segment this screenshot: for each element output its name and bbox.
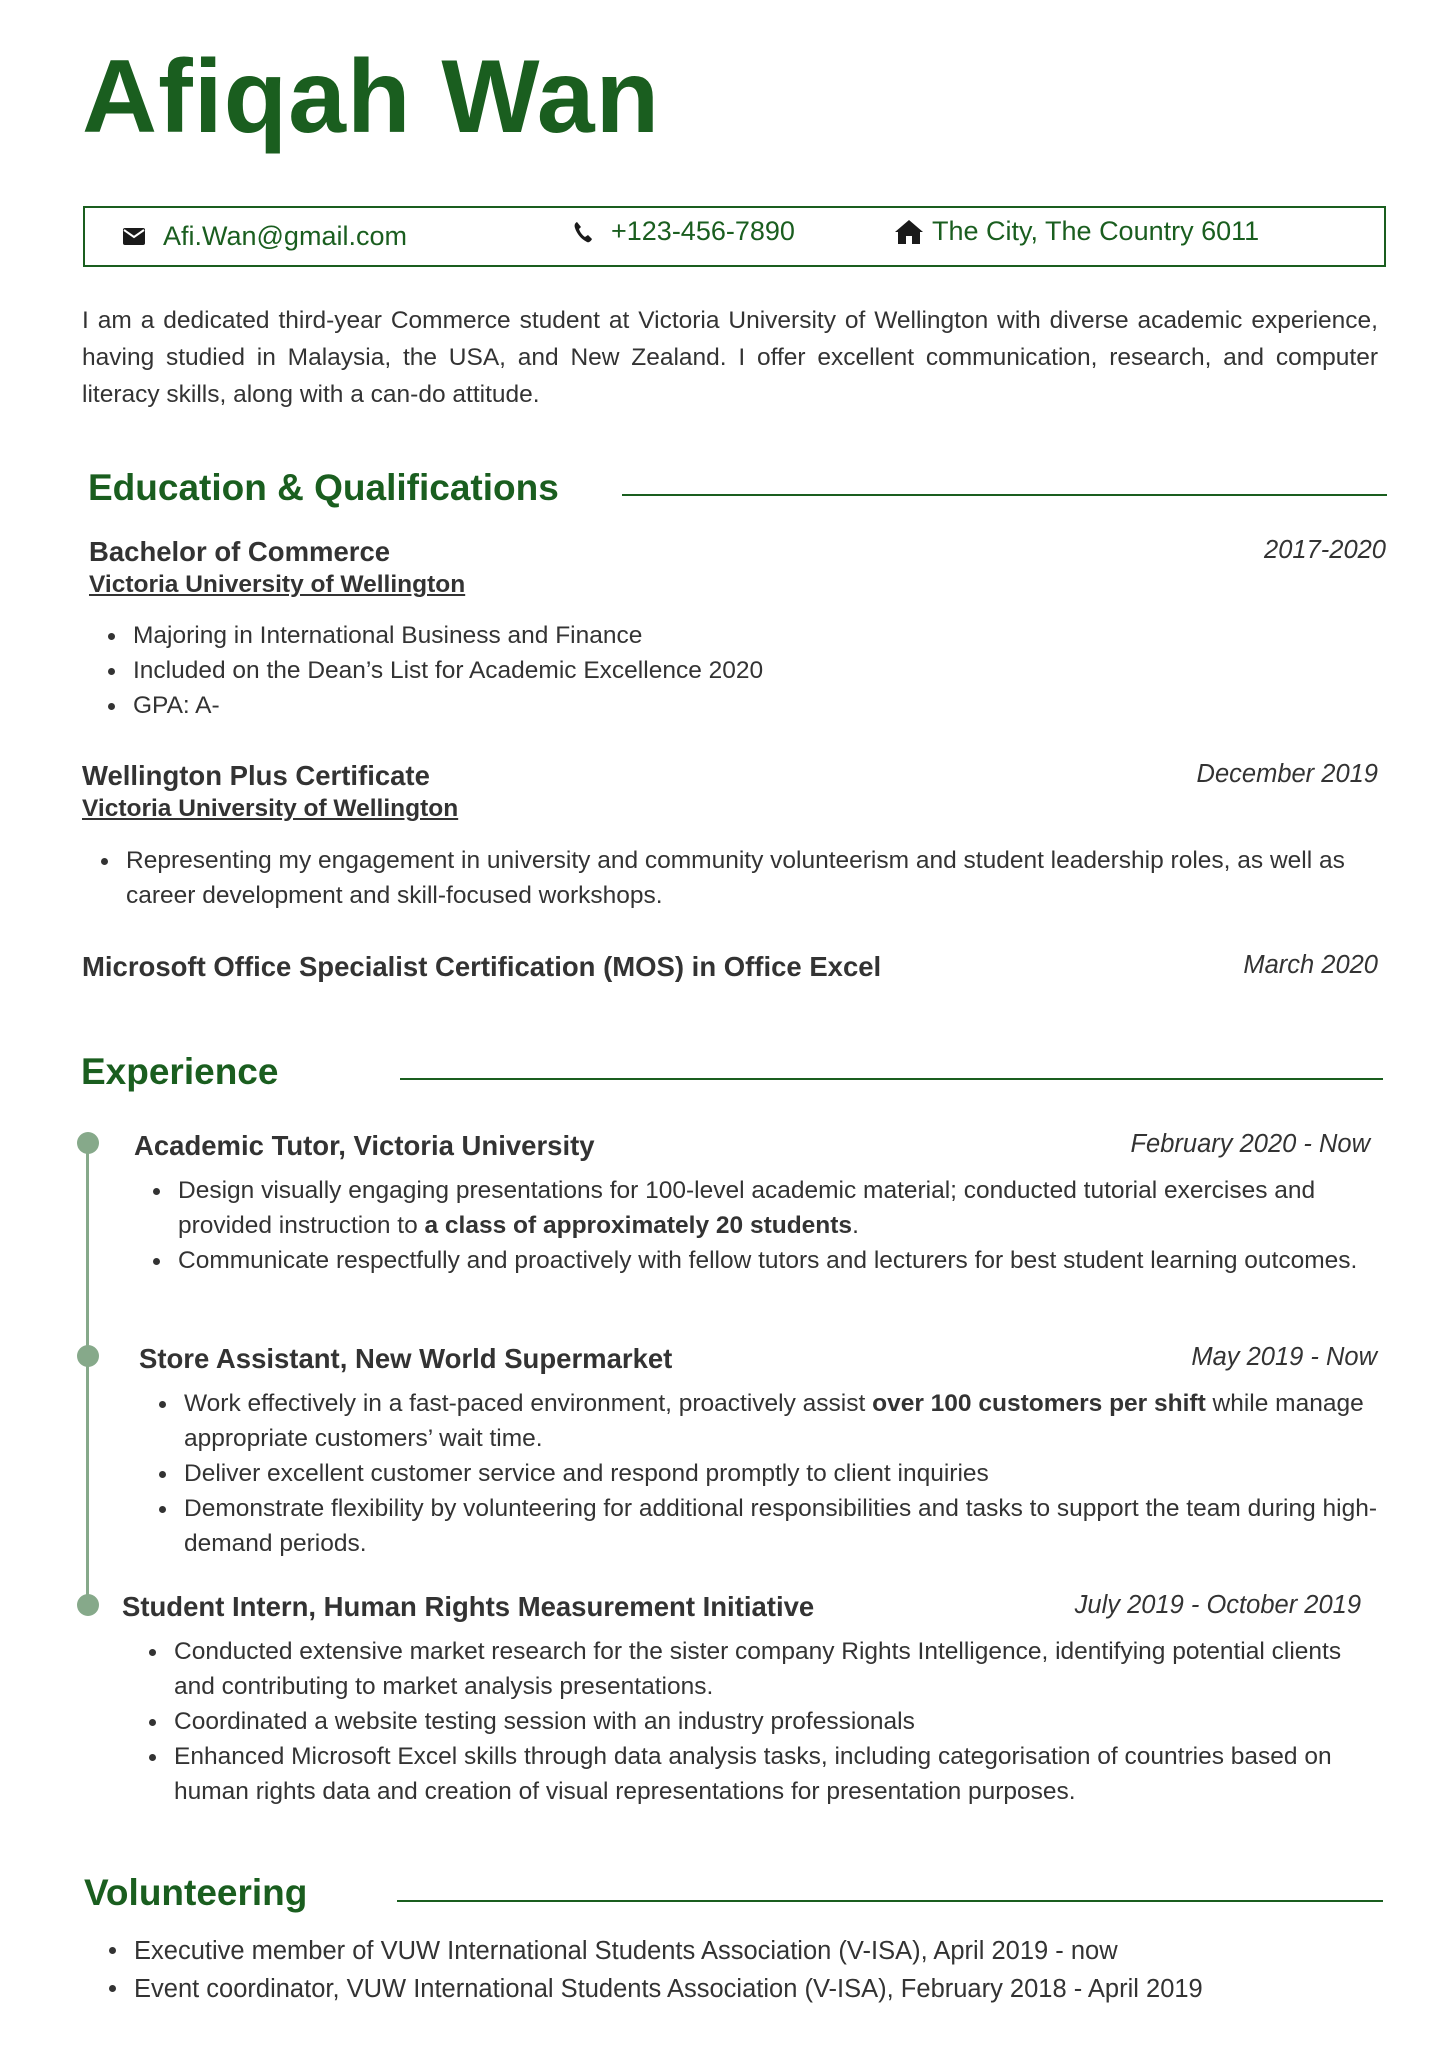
list-item: Event coordinator, VUW International Students Association (V-ISA), February 2018 - April 2019 bbox=[90, 1970, 1380, 2008]
experience-item-date: February 2020 - Now bbox=[1130, 1130, 1370, 1158]
education-item-title: Wellington Plus Certificate bbox=[82, 760, 430, 791]
education-item-date: December 2019 bbox=[1196, 760, 1378, 788]
experience-item-bullets bbox=[130, 1634, 1380, 1809]
education-item-title: Microsoft Office Specialist Certification (MOS) in Office Excel bbox=[82, 951, 882, 982]
education-item-org[interactable]: Victoria University of Wellington bbox=[82, 795, 459, 822]
list-item: Majoring in International Business and Finance bbox=[89, 618, 1379, 653]
email-contact[interactable] bbox=[123, 208, 407, 265]
education-item-bullets bbox=[82, 843, 1382, 913]
list-item: Work effectively in a fast-paced environment, proactively assist over 100 customers per shift while manage appropriate customers’ wait time. bbox=[140, 1386, 1385, 1456]
education-divider bbox=[622, 494, 1387, 496]
education-item-title: Bachelor of Commerce bbox=[89, 536, 391, 567]
education-item-date: 2017-2020 bbox=[1264, 536, 1386, 564]
phone-contact[interactable] bbox=[573, 203, 795, 260]
experience-timeline bbox=[86, 1139, 89, 1609]
list-item: Deliver excellent customer service and respond promptly to client inquiries bbox=[140, 1456, 1385, 1491]
education-item-bullets bbox=[89, 618, 1379, 723]
experience-item-title: Student Intern, Human Rights Measurement Initiative bbox=[122, 1591, 815, 1622]
experience-item-bullets bbox=[140, 1386, 1385, 1561]
experience-item-date: July 2019 - October 2019 bbox=[1074, 1591, 1361, 1619]
list-item: Design visually engaging presentations for 100-level academic material; conducted tutorial exercises and provided instruction to a class of approximately 20 students. bbox=[134, 1173, 1374, 1243]
list-item: Enhanced Microsoft Excel skills through data analysis tasks, including categorisation of countries based on human rights data and creation of visual representations for presentation purposes. bbox=[130, 1739, 1380, 1809]
home-icon bbox=[894, 219, 924, 245]
education-item-org[interactable]: Victoria University of Wellington bbox=[89, 571, 466, 598]
list-item: Communicate respectfully and proactively with fellow tutors and lecturers for best student learning outcomes. bbox=[134, 1243, 1374, 1278]
timeline-dot bbox=[77, 1594, 99, 1616]
list-item: Demonstrate flexibility by volunteering for additional responsibilities and tasks to support the team during high-demand periods. bbox=[140, 1491, 1385, 1561]
experience-divider bbox=[400, 1078, 1383, 1080]
list-item: Conducted extensive market research for the sister company Rights Intelligence, identifying potential clients and contributing to market analysis presentations. bbox=[130, 1634, 1380, 1704]
highlight-text: a class of approximately 20 students bbox=[424, 1212, 853, 1239]
timeline-dot bbox=[77, 1345, 99, 1367]
timeline-dot bbox=[77, 1132, 99, 1154]
experience-item-title: Store Assistant, New World Supermarket bbox=[139, 1343, 673, 1374]
list-item: GPA: A- bbox=[89, 688, 1379, 723]
experience-item-bullets bbox=[134, 1173, 1374, 1278]
candidate-name: Afiqah Wan bbox=[82, 39, 661, 155]
education-item-date: March 2020 bbox=[1243, 951, 1378, 979]
highlight-text: over 100 customers per shift bbox=[872, 1390, 1206, 1417]
email-text: Afi.Wan@gmail.com bbox=[163, 221, 407, 251]
list-item: Representing my engagement in university and community volunteerism and student leadership roles, as well as career development and skill-focused workshops. bbox=[82, 843, 1382, 913]
education-section-title: Education & Qualifications bbox=[88, 467, 559, 508]
envelope-icon bbox=[123, 228, 145, 245]
contact-bar bbox=[83, 206, 1386, 267]
experience-item-date: May 2019 - Now bbox=[1191, 1343, 1377, 1371]
experience-section-title: Experience bbox=[81, 1051, 279, 1092]
volunteering-list bbox=[90, 1932, 1380, 2008]
experience-item-title: Academic Tutor, Victoria University bbox=[134, 1130, 595, 1161]
phone-icon bbox=[573, 221, 593, 243]
address-contact bbox=[894, 203, 1259, 260]
list-item: Included on the Dean’s List for Academic Excellence 2020 bbox=[89, 653, 1379, 688]
list-item: Executive member of VUW International Students Association (V-ISA), April 2019 - now bbox=[90, 1932, 1380, 1970]
profile-summary: I am a dedicated third-year Commerce student at Victoria University of Wellington with diverse academic experience, having studied in Malaysia, the USA, and New Zealand. I offer excellent communication, research, and computer literacy skills, along with a can-do attitude. bbox=[82, 307, 1378, 408]
list-item: Coordinated a website testing session with an industry professionals bbox=[130, 1704, 1380, 1739]
volunteering-divider bbox=[397, 1900, 1383, 1902]
volunteering-section-title: Volunteering bbox=[84, 1872, 308, 1913]
address-text: The City, The Country 6011 bbox=[932, 216, 1260, 246]
phone-text: +123-456-7890 bbox=[611, 216, 795, 246]
